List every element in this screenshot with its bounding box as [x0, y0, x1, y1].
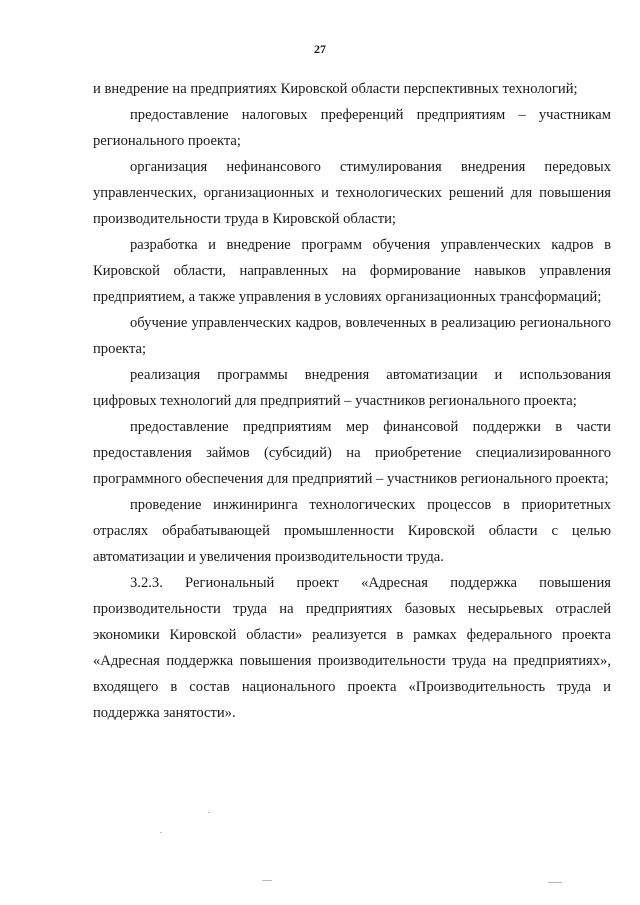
page-number: 27 [314, 42, 326, 56]
paragraph-7: предоставление предприятиям мер финансовой поддержки в части предоставления займов (субсидий) на приобретение специализированного программного обеспечения для предприятий – участников регионального проекта; [93, 419, 611, 487]
paragraph-5: обучение управленческих кадров, вовлеченных в реализацию регионального проекта; [93, 315, 611, 357]
paragraph-3: организация нефинансового стимулирования внедрения передовых управленческих, организационных и технологических решений для повышения производительности труда в Кировской области; [93, 159, 611, 227]
scan-artifact [160, 832, 162, 833]
paragraph-8: проведение инжиниринга технологических процессов в приоритетных отраслях обрабатывающей промышленности Кировской области с целью автоматизации и увеличения производительности труда. [93, 497, 611, 565]
document-body [93, 76, 611, 726]
paragraph-1: и внедрение на предприятиях Кировской области перспективных технологий; [93, 81, 578, 97]
scan-artifact [548, 882, 562, 883]
paragraph-2: предоставление налоговых преференций предприятиям – участникам регионального проекта; [93, 107, 611, 149]
paragraph-4: разработка и внедрение программ обучения управленческих кадров в Кировской области, направленных на формирование навыков управления предприятием, а также управления в условиях организационных трансформаций; [93, 237, 611, 305]
scan-artifact [208, 812, 210, 813]
paragraph-9: 3.2.3. Региональный проект «Адресная поддержка повышения производительности труда на предприятиях базовых несырьевых отраслей экономики Кировской области» реализуется в рамках федерального проекта «Адресная поддержка повышения производительности труда на предприятиях», входящего в состав национального проекта «Производительность труда и поддержка занятости». [93, 575, 611, 721]
scan-artifact [262, 880, 272, 881]
paragraph-6: реализация программы внедрения автоматизации и использования цифровых технологий для предприятий – участников регионального проекта; [93, 367, 611, 409]
